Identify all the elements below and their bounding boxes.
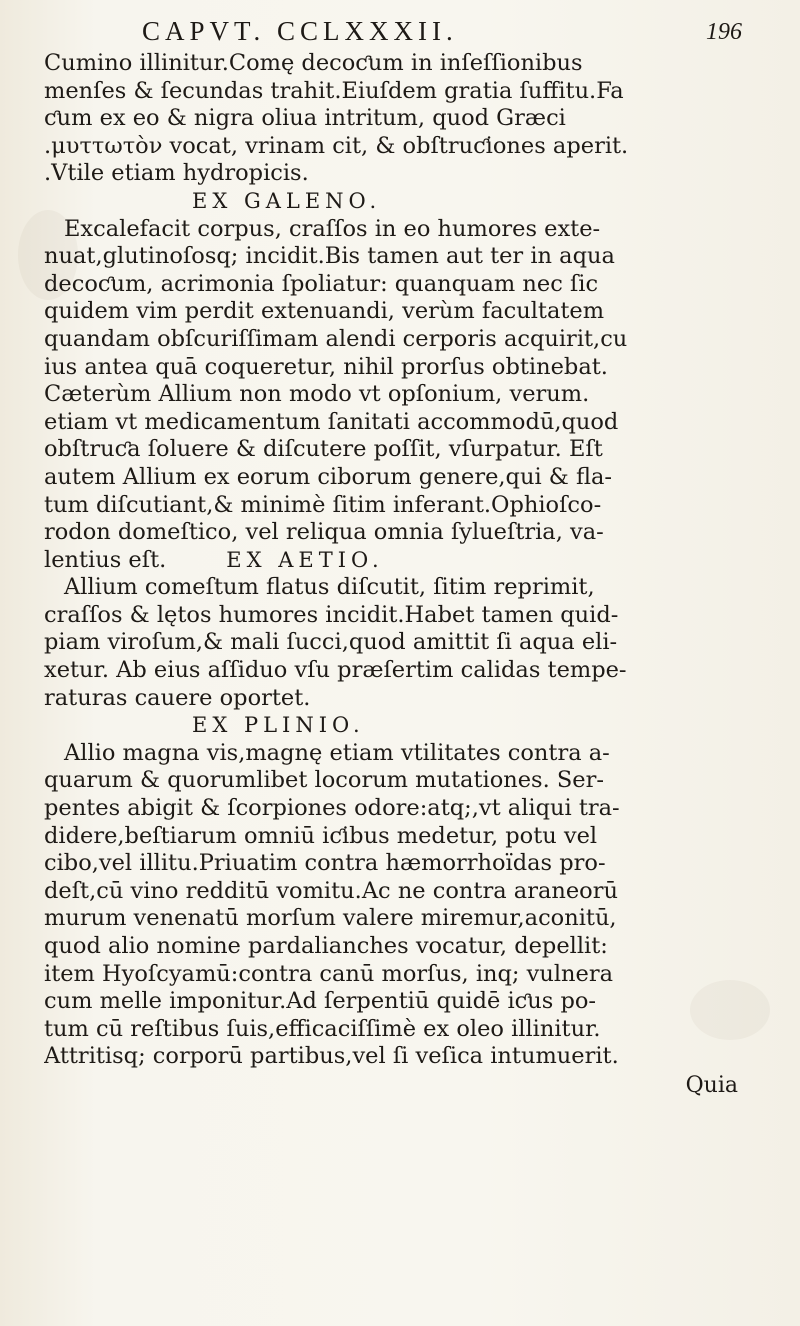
running-head bbox=[0, 14, 800, 48]
text-line: raturas cauere oportet. bbox=[44, 684, 311, 711]
section-heading-aetio: EX AETIO. bbox=[226, 547, 384, 572]
text-line: didere,beſtiarum omniū iƈibus medetur, potu vel bbox=[44, 822, 598, 849]
text-line: cibo,vel illitu.Priuatim contra hæmorrhoïdas pro- bbox=[44, 850, 606, 877]
text-line: piam viroſum,& mali ſucci,quod amittit ſi aqua eli- bbox=[44, 629, 618, 656]
text-line: item Hyoſcyamū:contra canū morſus, inq; vulnera bbox=[44, 960, 614, 987]
text-line: pentes abigit & ſcorpiones odore:atq;,vt aliqui tra- bbox=[44, 795, 620, 822]
text-line: autem Allium ex eorum ciborum genere,qui & fla- bbox=[44, 463, 612, 490]
text-line: nuat,glutinoſosq; incidit.Bis tamen aut ter in aqua bbox=[44, 243, 615, 270]
catchword: Quia bbox=[685, 1072, 738, 1098]
text-line: quod alio nomine pardalianches vocatur, depellit: bbox=[44, 933, 608, 959]
text-fragment: lentius eſt. bbox=[44, 546, 167, 573]
text-line: Attritisq; corporū partibus,vel ſi veſica intumuerit. bbox=[44, 1043, 619, 1070]
text-line: Cumino illinitur.Comę decoƈum in inſeſſionibus bbox=[44, 50, 583, 76]
text-line: Allium comeſtum flatus diſcutit, ſitim reprimit, bbox=[64, 574, 595, 601]
text-line: quarum & quorumlibet locorum mutationes. Ser- bbox=[44, 767, 604, 794]
text-line: tum cū reſtibus ſuis,efficaciſſimè ex oleo illinitur. bbox=[44, 1015, 601, 1042]
text-line: menſes & ſecundas trahit.Eiuſdem gratia ſuffitu.Fa bbox=[44, 77, 624, 104]
text-line: xetur. Ab eius aſſiduo vſu præſertim calidas tempe- bbox=[44, 657, 627, 684]
text-line: quidem vim perdit extenuandi, verùm facultatem bbox=[44, 298, 605, 325]
section-heading-galeno: EX GALENO. bbox=[192, 188, 382, 213]
page-number: 196 bbox=[706, 19, 742, 45]
text-line: rodon domeſtico, vel reliqua omnia ſylueſtria, va- bbox=[44, 519, 604, 546]
text-line: obſtruƈa ſoluere & diſcutere poſſit, vſurpatur. Eſt bbox=[44, 436, 603, 463]
text-line: decoƈum, acrimonia ſpoliatur: quanquam nec ſic bbox=[44, 270, 599, 297]
text-line: Excalefacit corpus, craſſos in eo humores exte- bbox=[64, 215, 601, 242]
text-line: ƈum ex eo & nigra oliua intritum, quod Græci bbox=[44, 105, 566, 132]
text-line: quandam obſcuriſſimam alendi cerporis acquirit,cu bbox=[44, 325, 628, 352]
text-line: deſt,cū vino redditū vomitu.Ac ne contra araneorū bbox=[44, 877, 618, 904]
body-text bbox=[44, 50, 764, 1101]
text-line: Allio magna vis,magnę etiam vtilitates contra a- bbox=[64, 739, 610, 766]
section-heading-plinio: EX PLINIO. bbox=[192, 713, 365, 738]
text-line: cum melle imponitur.Ad ſerpentiū quidē iƈus po- bbox=[44, 988, 597, 1015]
text-line: murum venenatū morſum valere miremur,aconitū, bbox=[44, 905, 617, 932]
text-line: .Vtile etiam hydropicis. bbox=[44, 160, 309, 187]
text-line: tum diſcutiant,& minimè ſitim inferant.Ophioſco- bbox=[44, 491, 602, 518]
text-line: etiam vt medicamentum ſanitati accommodū,quod bbox=[44, 408, 619, 435]
text-line-with-heading bbox=[44, 547, 764, 575]
catchword-row bbox=[44, 1071, 764, 1101]
text-line: Cæterùm Allium non modo vt opſonium, verum. bbox=[44, 381, 590, 408]
chapter-title: CAPVT. CCLXXXII. bbox=[142, 16, 458, 46]
text-line: .μυττωτὸν vocat, vrinam cit, & obſtruƈiones aperit. bbox=[44, 132, 629, 159]
text-line: ius antea quā coqueretur, nihil prorſus obtinebat. bbox=[44, 353, 608, 380]
text-line: craſſos & lętos humores incidit.Habet tamen quid- bbox=[44, 601, 619, 628]
